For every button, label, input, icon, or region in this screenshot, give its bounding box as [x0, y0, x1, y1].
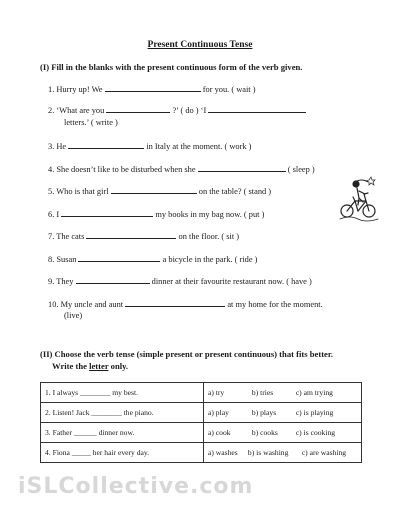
- option-b[interactable]: b) is washing: [247, 448, 289, 457]
- answer-blank-4[interactable]: [198, 163, 286, 172]
- question-2-line2: letters.’ ( write ): [64, 118, 118, 127]
- option-a[interactable]: a) try: [208, 388, 225, 397]
- answer-blank-3[interactable]: [68, 140, 144, 149]
- table-question-cell: 3. Father ______ dinner now.: [41, 423, 204, 443]
- table-question-cell: 2. Listen! Jack ________ the piano.: [41, 403, 204, 423]
- question-6: [48, 208, 264, 220]
- table-options-cell: [204, 423, 362, 443]
- option-b[interactable]: b) tries: [251, 388, 274, 397]
- question-8: [48, 253, 257, 265]
- answer-blank-8[interactable]: [78, 253, 160, 262]
- question-7-text: 7. The cats: [48, 232, 85, 241]
- table-options-cell: [204, 443, 362, 463]
- girl-on-bicycle-icon: [338, 174, 380, 222]
- question-2: [48, 104, 306, 116]
- answer-blank-9[interactable]: [76, 275, 150, 284]
- section-2-sub-post: only.: [110, 361, 129, 371]
- question-10-hint: at my home for the moment.: [227, 300, 323, 309]
- option-a[interactable]: a) play: [208, 408, 229, 417]
- option-c[interactable]: c) is cooking: [295, 428, 336, 437]
- option-c[interactable]: c) is playing: [295, 408, 334, 417]
- answer-blank-2a[interactable]: [106, 104, 170, 113]
- question-8-hint: a bicycle in the park. ( ride ): [162, 255, 258, 264]
- question-9-text: 9. They: [48, 277, 74, 286]
- question-7: [48, 230, 239, 242]
- table-options-cell: [204, 403, 362, 423]
- question-10-text: 10. My uncle and aunt: [48, 300, 124, 309]
- option-a[interactable]: a) cook: [208, 428, 231, 437]
- question-2-text: 2. ‘What are you: [48, 106, 105, 115]
- page-title: Present Continuous Tense: [147, 40, 253, 50]
- question-8-text: 8. Susan: [48, 255, 77, 264]
- answer-blank-1[interactable]: [105, 83, 201, 92]
- table-row: [41, 403, 362, 423]
- question-6-text: 6. I: [48, 210, 60, 219]
- question-1-hint: for you. ( wait ): [202, 85, 256, 94]
- option-a[interactable]: a) washes: [208, 448, 238, 457]
- section-2-subheading: [52, 361, 128, 371]
- option-c[interactable]: c) am trying: [295, 388, 333, 397]
- question-5-text: 5. Who is that girl: [48, 187, 109, 196]
- question-5-hint: on the table? ( stand ): [198, 187, 272, 196]
- answer-blank-10[interactable]: [125, 298, 225, 307]
- question-7-hint: on the floor. ( sit ): [178, 232, 240, 241]
- answer-blank-5[interactable]: [111, 185, 197, 194]
- table-row: [41, 443, 362, 463]
- section-2-heading: (II) Choose the verb tense (simple present or present continuous) that fits better.: [40, 349, 334, 359]
- answer-blank-7[interactable]: [86, 230, 176, 239]
- option-b[interactable]: b) cooks: [251, 428, 278, 437]
- question-4-text: 4. She doesn’t like to be disturbed when she: [48, 165, 196, 174]
- answer-blank-6[interactable]: [61, 208, 153, 217]
- question-3-hint: in Italy at the moment. ( work ): [146, 142, 252, 151]
- table-row: [41, 383, 362, 403]
- question-5: [48, 185, 271, 197]
- table-question-cell: 1. I always ________ my best.: [41, 383, 204, 403]
- question-3-text: 3. He: [48, 142, 67, 151]
- section-1-heading: (I) Fill in the blanks with the present continuous form of the verb given.: [40, 62, 303, 72]
- choice-table: [40, 382, 362, 463]
- section-2-sub-emphasis: letter: [89, 361, 109, 371]
- question-2-mid-text: ?’ ( do ) ‘I: [172, 106, 207, 115]
- question-3: [48, 140, 251, 152]
- question-6-hint: my books in my bag now. ( put ): [155, 210, 265, 219]
- answer-blank-2b[interactable]: [208, 104, 306, 113]
- question-1: [48, 83, 256, 95]
- question-1-text: 1. Hurry up! We: [48, 85, 103, 94]
- option-b[interactable]: b) plays: [251, 408, 277, 417]
- question-10: [48, 298, 323, 310]
- question-10-line2: (live): [64, 311, 83, 320]
- question-4: [48, 163, 315, 175]
- question-4-hint: ( sleep ): [287, 165, 315, 174]
- table-row: [41, 423, 362, 443]
- section-2-sub-pre: Write the: [52, 361, 87, 371]
- table-options-cell: [204, 383, 362, 403]
- watermark-logo: iSLCollective.com: [18, 474, 254, 499]
- question-9: [48, 275, 312, 287]
- question-9-hint: dinner at their favourite restaurant now. ( have ): [151, 277, 312, 286]
- option-c[interactable]: c) are washing: [301, 448, 347, 457]
- table-question-cell: 4. Fiona _____ her hair every day.: [41, 443, 204, 463]
